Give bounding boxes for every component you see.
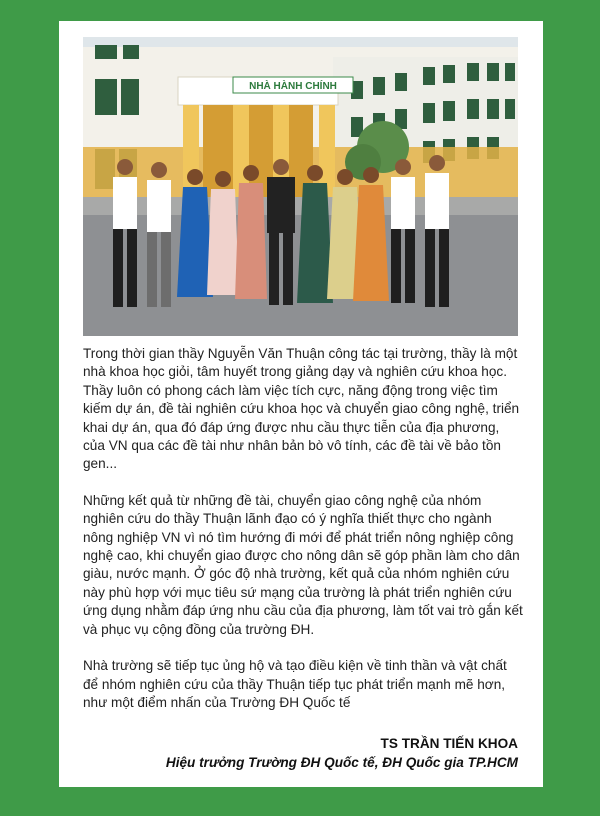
article-body bbox=[83, 345, 523, 730]
group-photo-illustration bbox=[83, 37, 518, 336]
paragraph-2: Những kết quả từ những đề tài, chuyển giao công nghệ của nhóm nghiên cứu do thầy Thuận lãnh đạo có ý nghĩa thiết thực cho ngành nông nghiệp VN vì nó tìm hướng đi mới để phát triển nông nghiệp công nghệ cao, khi chuyển giao được cho nông dân sẽ góp phần làm cho dân giàu, nước mạnh. Ở góc độ nhà trường, kết quả của nhóm nghiên cứu này phù hợp với mục tiêu sứ mạng của trường là phát triển nghiên cứu ứng dụng nhằm đáp ứng nhu cầu của địa phương, làm tốt vai trò gắn kết và phục vụ cộng đồng của trường ĐH. bbox=[83, 492, 523, 637]
group-photo bbox=[83, 37, 518, 336]
signature-title: Hiệu trưởng Trường ĐH Quốc tế, ĐH Quốc gia TP.HCM bbox=[165, 755, 518, 770]
signature-name: TS TRẦN TIẾN KHOA bbox=[380, 736, 518, 751]
paragraph-1: Trong thời gian thầy Nguyễn Văn Thuận công tác tại trường, thầy là một nhà khoa học giỏi, tâm huyết trong giảng dạy và nghiên cứu khoa học. Thầy luôn có phong cách làm việc tích cực, năng động trong việc tìm kiếm dự án, đề tài nghiên cứu khoa học và chuyển giao công nghệ, triển khai dự án, qua đó đáp ứng được nhu cầu thực tiễn của địa phương, của VN qua các đề tài như nhân bản bò vô tính, các đề tài về bảo tồn gen... bbox=[83, 346, 520, 472]
building-sign: NHÀ HÀNH CHÍNH bbox=[249, 81, 337, 92]
article-card bbox=[59, 21, 543, 787]
signature-block bbox=[166, 734, 518, 772]
paragraph-3: Nhà trường sẽ tiếp tục ủng hộ và tạo điều kiện về tinh thần và vật chất để nhóm nghiên cứu của thầy Thuận tiếp tục phát triển mạnh mẽ hơn, như một điểm nhấn của Trường ĐH Quốc tế bbox=[83, 658, 507, 710]
